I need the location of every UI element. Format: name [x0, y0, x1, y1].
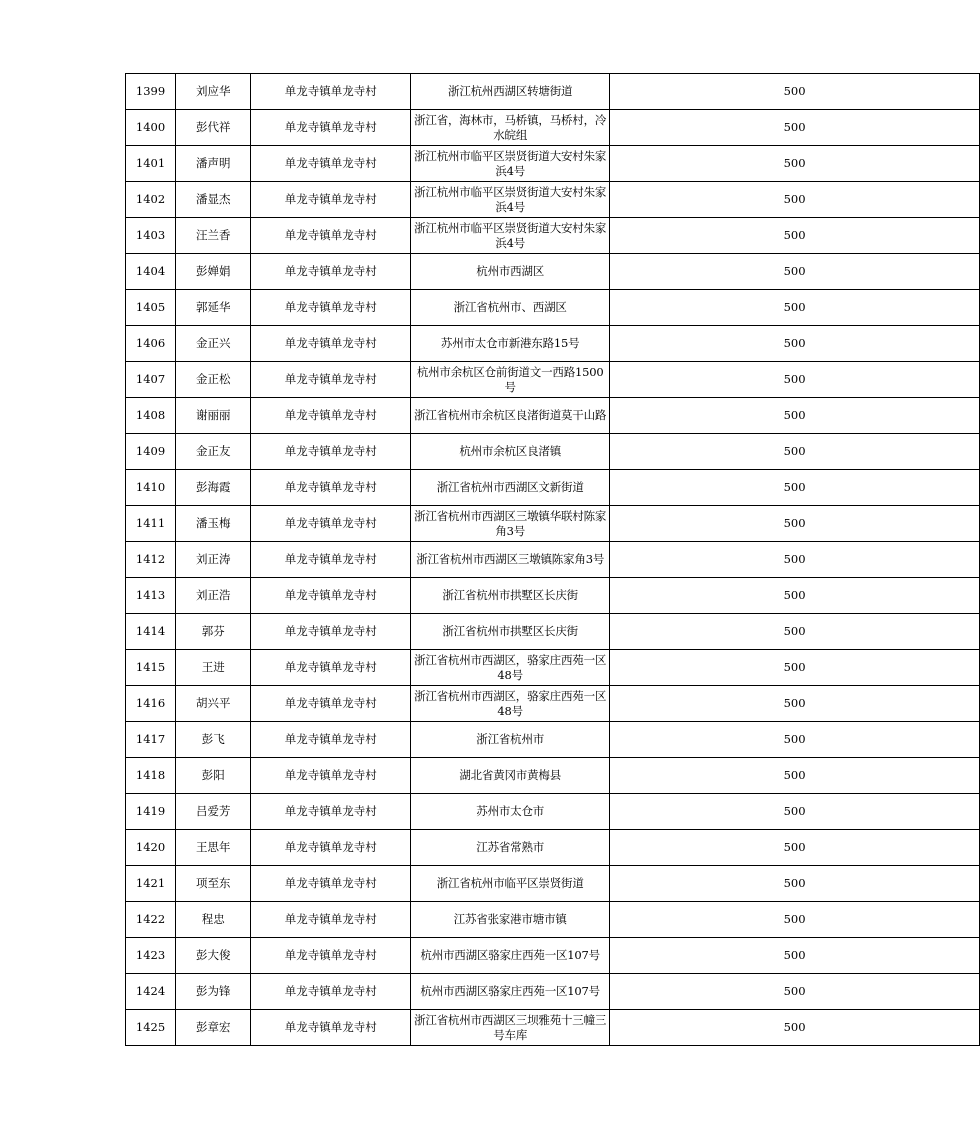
address-text: 浙江杭州市临平区崇贤街道大安村朱家浜4号 — [414, 148, 607, 178]
amount-cell: 500 — [610, 866, 980, 902]
person-name-cell: 金正兴 — [176, 326, 251, 362]
row-number-cell: 1404 — [126, 254, 176, 290]
address-cell — [411, 290, 610, 326]
village-name-cell: 单龙寺镇单龙寺村 — [251, 470, 411, 506]
table-row — [126, 506, 980, 542]
amount-cell: 500 — [610, 938, 980, 974]
amount-cell: 500 — [610, 542, 980, 578]
address-text: 浙江省杭州市拱墅区长庆街 — [442, 624, 578, 638]
table-row — [126, 110, 980, 146]
address-cell — [411, 578, 610, 614]
village-name-cell: 单龙寺镇单龙寺村 — [251, 974, 411, 1010]
row-number-cell: 1399 — [126, 74, 176, 110]
address-text: 浙江省杭州市、西湖区 — [453, 300, 567, 314]
table-row — [126, 182, 980, 218]
amount-cell: 500 — [610, 974, 980, 1010]
person-name-cell: 彭大俊 — [176, 938, 251, 974]
table-row — [126, 146, 980, 182]
address-cell — [411, 398, 610, 434]
person-name-cell: 汪兰香 — [176, 218, 251, 254]
person-name-cell: 郭芬 — [176, 614, 251, 650]
table-row — [126, 326, 980, 362]
village-name-cell: 单龙寺镇单龙寺村 — [251, 794, 411, 830]
person-name-cell: 彭为锋 — [176, 974, 251, 1010]
table-row — [126, 362, 980, 398]
table-row — [126, 578, 980, 614]
address-text: 浙江省杭州市临平区崇贤街道 — [436, 876, 584, 890]
village-name-cell: 单龙寺镇单龙寺村 — [251, 866, 411, 902]
village-name-cell: 单龙寺镇单龙寺村 — [251, 146, 411, 182]
village-name-cell: 单龙寺镇单龙寺村 — [251, 290, 411, 326]
village-name-cell: 单龙寺镇单龙寺村 — [251, 398, 411, 434]
village-name-cell: 单龙寺镇单龙寺村 — [251, 542, 411, 578]
amount-cell: 500 — [610, 146, 980, 182]
table-row — [126, 794, 980, 830]
village-name-cell: 单龙寺镇单龙寺村 — [251, 434, 411, 470]
person-name-cell: 彭阳 — [176, 758, 251, 794]
amount-cell: 500 — [610, 722, 980, 758]
table-row — [126, 434, 980, 470]
amount-cell: 500 — [610, 398, 980, 434]
village-name-cell: 单龙寺镇单龙寺村 — [251, 938, 411, 974]
person-name-cell: 彭飞 — [176, 722, 251, 758]
table-row — [126, 398, 980, 434]
village-name-cell: 单龙寺镇单龙寺村 — [251, 506, 411, 542]
address-text: 浙江省，海林市，马桥镇，马桥村，冷水皖组 — [414, 112, 607, 142]
amount-cell: 500 — [610, 614, 980, 650]
row-number-cell: 1420 — [126, 830, 176, 866]
amount-cell: 500 — [610, 470, 980, 506]
address-cell — [411, 794, 610, 830]
row-number-cell: 1403 — [126, 218, 176, 254]
row-number-cell: 1423 — [126, 938, 176, 974]
subsidy-table — [125, 73, 980, 1046]
table-row — [126, 614, 980, 650]
row-number-cell: 1416 — [126, 686, 176, 722]
row-number-cell: 1402 — [126, 182, 176, 218]
person-name-cell: 王思年 — [176, 830, 251, 866]
village-name-cell: 单龙寺镇单龙寺村 — [251, 218, 411, 254]
address-text: 杭州市西湖区骆家庄西苑一区107号 — [420, 948, 600, 962]
row-number-cell: 1417 — [126, 722, 176, 758]
amount-cell: 500 — [610, 686, 980, 722]
address-text: 浙江省杭州市西湖区三坝雅苑十三幢三号车库 — [414, 1012, 607, 1042]
row-number-cell: 1400 — [126, 110, 176, 146]
address-cell — [411, 146, 610, 182]
table-body — [126, 74, 980, 1046]
address-cell — [411, 74, 610, 110]
row-number-cell: 1419 — [126, 794, 176, 830]
amount-cell: 500 — [610, 290, 980, 326]
amount-cell: 500 — [610, 434, 980, 470]
village-name-cell: 单龙寺镇单龙寺村 — [251, 758, 411, 794]
address-text: 浙江省杭州市西湖区三墩镇陈家角3号 — [416, 552, 605, 566]
amount-cell: 500 — [610, 74, 980, 110]
address-cell — [411, 110, 610, 146]
village-name-cell: 单龙寺镇单龙寺村 — [251, 362, 411, 398]
address-cell — [411, 254, 610, 290]
address-cell — [411, 758, 610, 794]
row-number-cell: 1418 — [126, 758, 176, 794]
address-text: 杭州市余杭区仓前街道文一西路1500号 — [416, 364, 604, 394]
person-name-cell: 彭章宏 — [176, 1010, 251, 1046]
row-number-cell: 1421 — [126, 866, 176, 902]
address-text: 杭州市西湖区骆家庄西苑一区107号 — [420, 984, 600, 998]
person-name-cell: 潘玉梅 — [176, 506, 251, 542]
person-name-cell: 金正友 — [176, 434, 251, 470]
table-row — [126, 758, 980, 794]
table-row — [126, 470, 980, 506]
person-name-cell: 潘显杰 — [176, 182, 251, 218]
row-number-cell: 1422 — [126, 902, 176, 938]
address-cell — [411, 722, 610, 758]
address-cell — [411, 902, 610, 938]
address-cell — [411, 830, 610, 866]
person-name-cell: 潘声明 — [176, 146, 251, 182]
table-row — [126, 974, 980, 1010]
row-number-cell: 1408 — [126, 398, 176, 434]
amount-cell: 500 — [610, 758, 980, 794]
amount-cell: 500 — [610, 362, 980, 398]
village-name-cell: 单龙寺镇单龙寺村 — [251, 1010, 411, 1046]
village-name-cell: 单龙寺镇单龙寺村 — [251, 722, 411, 758]
table-row — [126, 254, 980, 290]
address-cell — [411, 434, 610, 470]
address-text: 苏州市太仓市新港东路15号 — [440, 336, 580, 350]
row-number-cell: 1414 — [126, 614, 176, 650]
person-name-cell: 谢丽丽 — [176, 398, 251, 434]
person-name-cell: 彭海霞 — [176, 470, 251, 506]
row-number-cell: 1425 — [126, 1010, 176, 1046]
amount-cell: 500 — [610, 110, 980, 146]
address-text: 浙江省杭州市 — [476, 732, 545, 746]
table-row — [126, 902, 980, 938]
address-text: 浙江杭州西湖区转塘街道 — [448, 84, 573, 98]
row-number-cell: 1407 — [126, 362, 176, 398]
person-name-cell: 胡兴平 — [176, 686, 251, 722]
table-row — [126, 686, 980, 722]
address-text: 浙江省杭州市拱墅区长庆街 — [442, 588, 578, 602]
amount-cell: 500 — [610, 254, 980, 290]
village-name-cell: 单龙寺镇单龙寺村 — [251, 74, 411, 110]
person-name-cell: 王进 — [176, 650, 251, 686]
address-text: 杭州市余杭区良渚镇 — [459, 444, 562, 458]
address-cell — [411, 362, 610, 398]
address-text: 浙江省杭州市西湖区，骆家庄西苑一区48号 — [414, 688, 607, 718]
address-text: 苏州市太仓市 — [476, 804, 545, 818]
village-name-cell: 单龙寺镇单龙寺村 — [251, 614, 411, 650]
amount-cell: 500 — [610, 830, 980, 866]
village-name-cell: 单龙寺镇单龙寺村 — [251, 902, 411, 938]
address-cell — [411, 470, 610, 506]
address-text: 浙江省杭州市余杭区良渚街道莫干山路 — [414, 408, 607, 422]
amount-cell: 500 — [610, 902, 980, 938]
address-text: 江苏省常熟市 — [476, 840, 545, 854]
row-number-cell: 1405 — [126, 290, 176, 326]
amount-cell: 500 — [610, 1010, 980, 1046]
row-number-cell: 1410 — [126, 470, 176, 506]
amount-cell: 500 — [610, 182, 980, 218]
table-row — [126, 1010, 980, 1046]
address-text: 湖北省黄冈市黄梅县 — [459, 768, 562, 782]
address-text: 杭州市西湖区 — [476, 264, 545, 278]
village-name-cell: 单龙寺镇单龙寺村 — [251, 650, 411, 686]
address-cell — [411, 974, 610, 1010]
table-row — [126, 290, 980, 326]
address-text: 浙江省杭州市西湖区三墩镇华联村陈家角3号 — [414, 508, 607, 538]
row-number-cell: 1411 — [126, 506, 176, 542]
amount-cell: 500 — [610, 218, 980, 254]
table-row — [126, 542, 980, 578]
row-number-cell: 1401 — [126, 146, 176, 182]
address-text: 江苏省张家港市塘市镇 — [453, 912, 567, 926]
address-cell — [411, 506, 610, 542]
address-cell — [411, 686, 610, 722]
row-number-cell: 1415 — [126, 650, 176, 686]
row-number-cell: 1412 — [126, 542, 176, 578]
table-row — [126, 722, 980, 758]
table-row — [126, 938, 980, 974]
table-row — [126, 74, 980, 110]
amount-cell: 500 — [610, 506, 980, 542]
person-name-cell: 刘正涛 — [176, 542, 251, 578]
amount-cell: 500 — [610, 794, 980, 830]
row-number-cell: 1409 — [126, 434, 176, 470]
address-cell — [411, 218, 610, 254]
amount-cell: 500 — [610, 326, 980, 362]
table-row — [126, 218, 980, 254]
village-name-cell: 单龙寺镇单龙寺村 — [251, 326, 411, 362]
village-name-cell: 单龙寺镇单龙寺村 — [251, 110, 411, 146]
table-row — [126, 650, 980, 686]
amount-cell: 500 — [610, 650, 980, 686]
row-number-cell: 1406 — [126, 326, 176, 362]
person-name-cell: 程忠 — [176, 902, 251, 938]
address-cell — [411, 326, 610, 362]
row-number-cell: 1413 — [126, 578, 176, 614]
person-name-cell: 刘应华 — [176, 74, 251, 110]
address-cell — [411, 650, 610, 686]
address-cell — [411, 1010, 610, 1046]
person-name-cell: 项至东 — [176, 866, 251, 902]
address-cell — [411, 542, 610, 578]
address-text: 浙江杭州市临平区崇贤街道大安村朱家浜4号 — [414, 184, 607, 214]
address-cell — [411, 614, 610, 650]
address-cell — [411, 866, 610, 902]
address-text: 浙江省杭州市西湖区，骆家庄西苑一区48号 — [414, 652, 607, 682]
village-name-cell: 单龙寺镇单龙寺村 — [251, 830, 411, 866]
row-number-cell: 1424 — [126, 974, 176, 1010]
address-text: 浙江省杭州市西湖区文新街道 — [436, 480, 584, 494]
person-name-cell: 吕爱芳 — [176, 794, 251, 830]
village-name-cell: 单龙寺镇单龙寺村 — [251, 182, 411, 218]
village-name-cell: 单龙寺镇单龙寺村 — [251, 686, 411, 722]
person-name-cell: 彭婵娟 — [176, 254, 251, 290]
person-name-cell: 金正松 — [176, 362, 251, 398]
person-name-cell: 郭延华 — [176, 290, 251, 326]
address-text: 浙江杭州市临平区崇贤街道大安村朱家浜4号 — [414, 220, 607, 250]
address-cell — [411, 182, 610, 218]
address-cell — [411, 938, 610, 974]
table-row — [126, 830, 980, 866]
person-name-cell: 彭代祥 — [176, 110, 251, 146]
village-name-cell: 单龙寺镇单龙寺村 — [251, 578, 411, 614]
amount-cell: 500 — [610, 578, 980, 614]
village-name-cell: 单龙寺镇单龙寺村 — [251, 254, 411, 290]
table-row — [126, 866, 980, 902]
person-name-cell: 刘正浩 — [176, 578, 251, 614]
